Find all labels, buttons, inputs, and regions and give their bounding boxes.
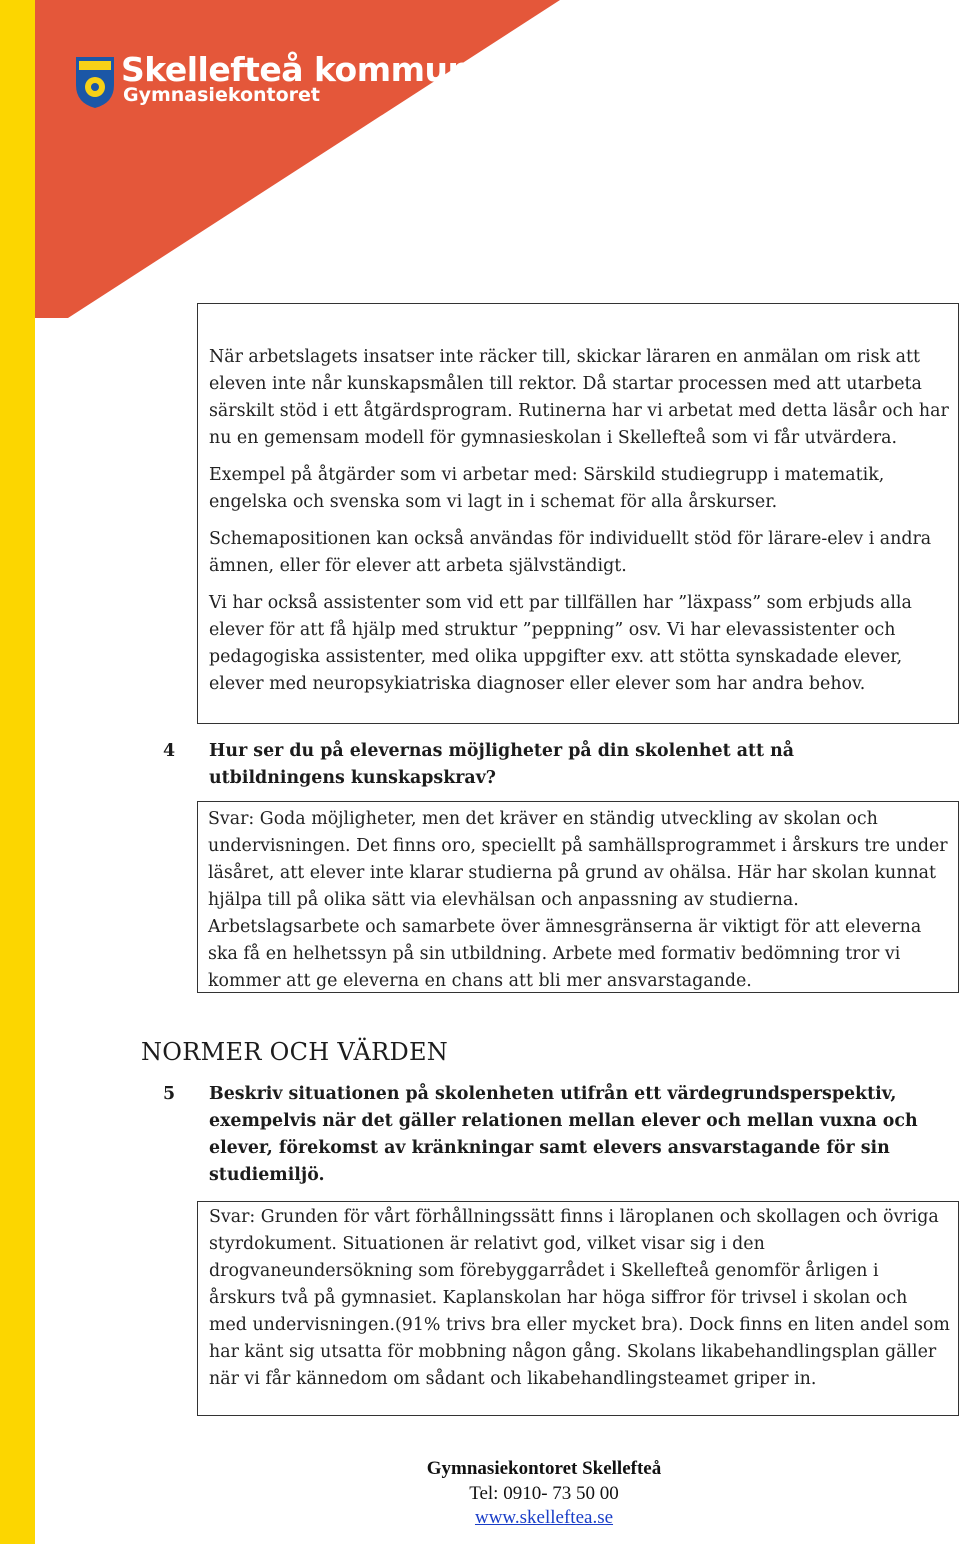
answer-box-5 bbox=[197, 1201, 959, 1416]
paragraph: När arbetslagets insatser inte räcker till, skickar läraren en anmälan om risk att eleven inte når kunskapsmålen till rektor. Då startar processen med att utarbeta särskilt stöd i ett åtgärdsprogram. Rutinerna har vi arbetat med detta läsår och har nu en gemensam modell för gymnasieskolan i Skellefteå som vi får utvärdera. bbox=[209, 347, 949, 448]
question-text: Beskriv situationen på skolenheten utifrån ett värdegrundsperspektiv, exempelvis när det gäller relationen mellan elever och mellan vuxna och elever, förekomst av kränkningar samt elevers ansvarstagande för sin studiemiljö. bbox=[209, 1084, 918, 1185]
question-5 bbox=[163, 1081, 923, 1189]
paragraph: Vi har också assistenter som vid ett par tillfällen har ”läxpass” som erbjuds alla elever för att få hjälp med struktur ”peppning” osv. Vi har elevassistenter och pedagogiska assistenter, med olika uppgifter exv. att stötta synskadade elever, elever med neuropsykiatriska diagnoser eller elever som har andra behov. bbox=[209, 593, 912, 694]
answer-box-3 bbox=[197, 303, 959, 724]
question-text: Hur ser du på elevernas möjligheter på din skolenhet att nå utbildningens kunskapskrav? bbox=[209, 741, 795, 788]
question-4 bbox=[163, 738, 923, 792]
paragraph: Exempel på åtgärder som vi arbetar med: Särskild studiegrupp i matematik, engelska och svenska som vi lagt in i schemat för alla årskurser. bbox=[209, 465, 885, 512]
paragraph: Schemapositionen kan också användas för individuellt stöd för lärare-elev i andra ämnen, eller för elever att arbeta självständigt. bbox=[209, 529, 932, 576]
answer-box-4 bbox=[197, 801, 959, 993]
footer-phone: Tel: 0910- 73 50 00 bbox=[469, 1483, 619, 1504]
brand-name: Skellefteå kommun bbox=[121, 50, 471, 89]
answer-text: Svar: Grunden för vårt förhållningssätt finns i läroplanen och skollagen och övriga styrdokument. Situationen är relativt god, vilket visar sig i den drogvaneundersökning som förebyggarrådet i Skellefteå genomför årligen i årskurs två på gymnasiet. Kaplanskolan har höga siffror för trivsel i skolan och med undervisningen.(91% trivs bra eller mycket bra). Dock finns en liten andel som har känt sig utsatta för mobbning någon gång. Skolans likabehandlingsplan gäller när vi får kännedom om sådant och likabehandlingsteamet griper in. bbox=[209, 1207, 950, 1389]
coat-of-arms-icon bbox=[74, 55, 116, 109]
question-number: 4 bbox=[163, 741, 176, 761]
question-number: 5 bbox=[163, 1084, 176, 1104]
header-banner bbox=[0, 0, 560, 318]
footer-website-link[interactable]: www.skelleftea.se bbox=[474, 1507, 614, 1528]
brand-subtitle: Gymnasiekontoret bbox=[123, 84, 321, 106]
answer-text: Svar: Goda möjligheter, men det kräver en ständig utveckling av skolan och undervisningen. Det finns oro, speciellt på samhällsprogrammet i årskurs tre under läsåret, att elever inte klarar studierna på grund av ohälsa. Här har skolan kunnat hjälpa till på olika sätt via elevhälsan och anpassning av studierna. Arbetslagsarbete och samarbete över ämnesgränserna är viktigt för att eleverna ska få en helhetssyn på sin utbildning. Arbete med formativ bedömning tror vi kommer att ge eleverna en chans att bli mer ansvarstagande. bbox=[208, 809, 948, 991]
section-heading: NORMER OCH VÄRDEN bbox=[141, 1038, 449, 1066]
footer-org-name: Gymnasiekontoret Skellefteå bbox=[426, 1458, 662, 1479]
